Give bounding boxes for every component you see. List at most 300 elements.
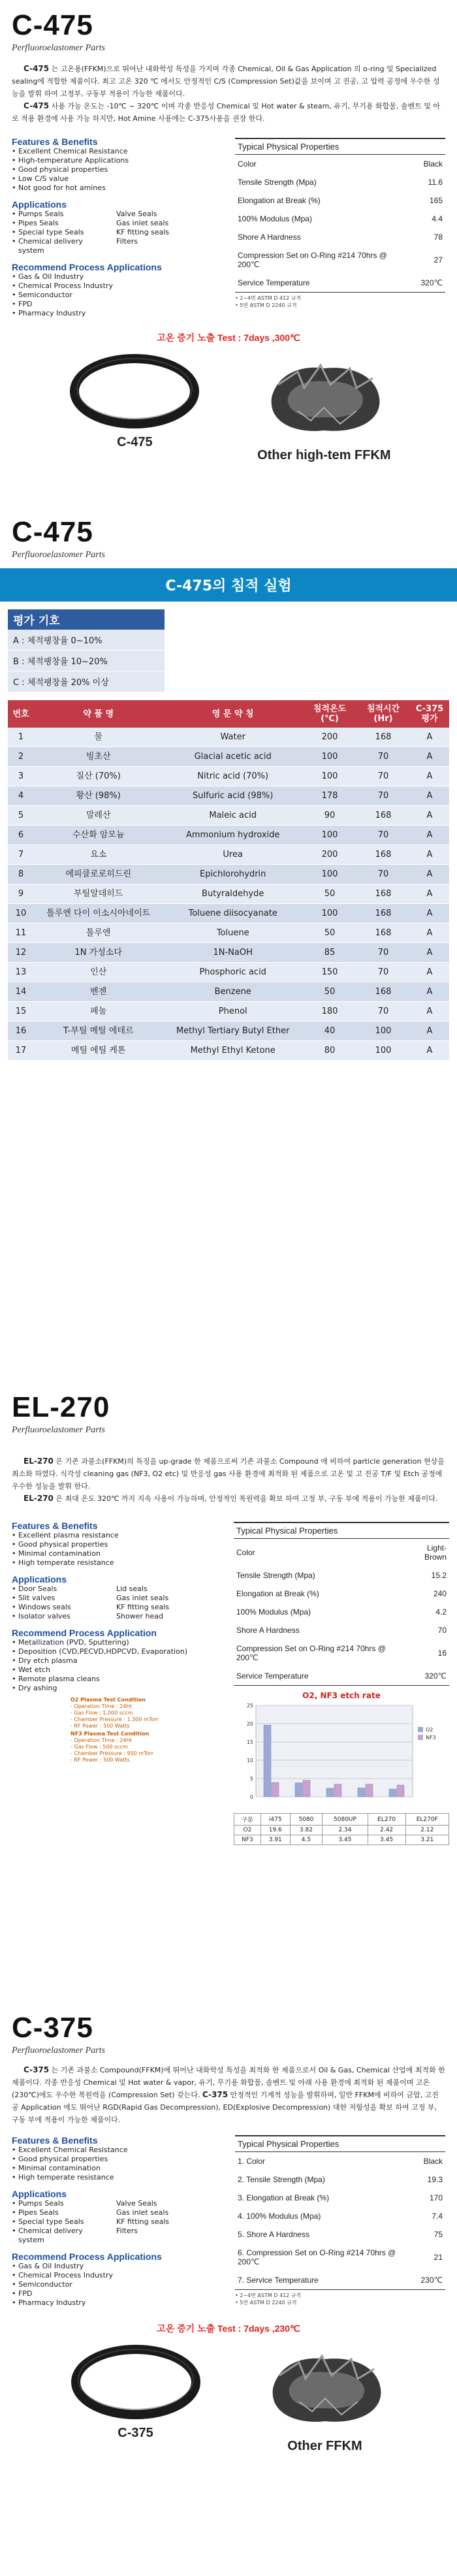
list-item: • FPD [12,300,222,309]
rating-legend-title: 평가 기호 [8,609,165,630]
c375-footnote-1: • 2~4번 ASTM D 412 규격 [235,2293,302,2298]
c475-img-caption-right: Other high-tem FFKM [257,448,391,462]
table-cell: 70 [356,1002,410,1022]
table-cell: 80 [303,1041,356,1061]
table-cell: Toluene [163,924,303,943]
table-row: Compression Set on O-Ring #214 70hrs @ 200℃ 27 [238,251,443,269]
el270-features-title: Features & Benefits [12,1521,98,1531]
list-item: • Minimal contamination [12,2164,222,2173]
table-cell: 150 [303,963,356,982]
table-cell: 11 [8,924,34,943]
table-cell: 70 [356,963,410,982]
table-cell: A [410,826,449,845]
table-cell: A [410,904,449,924]
y-tick-label: 10 [246,1758,253,1763]
table-cell: Benzene [163,982,303,1002]
table-cell: A [410,1041,449,1061]
list-item: • Deposition (CVD,PECVD,HDPCVD, Evaporation) [12,1647,221,1656]
table-cell: Phosphoric acid [163,963,303,982]
list-item: • Metallization (PVD, Sputtering) [12,1638,221,1647]
nf3-condition-title: NF3 Plasma Test Condition [71,1731,150,1737]
table-cell: A [410,963,449,982]
c475-footnote-1: • 2~4번 ASTM D 412 규격 [235,295,302,301]
table-row: Service Temperature 320℃ [235,274,445,293]
list-item: • Wet etch [12,1666,221,1675]
list-item: • Pipes Seals [12,2208,110,2217]
etch-table-value: 3.21 [405,1835,449,1845]
bar-o2-el270f [389,1789,396,1797]
list-item: • Isolator valves [12,1612,110,1621]
rating-legend-b: B : 체적팽창율 10~20% [8,651,165,671]
el270-section [0,1391,457,1999]
y-tick-label: 20 [246,1721,253,1727]
table-row: 7. Service Temperature 230℃ [235,2271,445,2290]
c375-features-title: Features & Benefits [12,2135,98,2146]
list-item: • Chemical Process Industry [12,282,222,291]
table-cell: A [410,728,449,747]
list-item: • Excellent Chemical Resistance [12,2146,222,2155]
list-item: KF fitting seals [116,2217,170,2226]
immersion-banner: C-475의 침적 실험 [0,568,457,602]
table-cell: A [410,806,449,826]
list-item: Shower head [116,1612,163,1620]
c475-features-title: Features & Benefits [12,137,98,147]
legend-label: O2 [426,1727,433,1733]
list-item: • Chemical delivery system [12,237,110,255]
table-cell: 톨루엔 다이 이소시아네이트 [34,904,163,924]
table-cell: A [410,943,449,963]
etch-rate-chart [234,1691,449,1845]
table-cell: 200 [303,845,356,865]
etch-table-value: 2.42 [368,1826,405,1835]
table-cell: 70 [356,826,410,845]
list-item: • Slit valves [12,1594,110,1603]
y-tick-label: 5 [249,1776,253,1782]
c375-intro-name-2: C-375 [202,2090,228,2099]
table-cell: 168 [356,884,410,904]
table-cell: 168 [356,924,410,943]
table-cell: 100 [303,904,356,924]
o2-condition-title: O2 Plasma Test Condition [71,1697,146,1703]
c375-intro-text-2: 안정적인 기계적 성능을 발휘하며, 일반 FFKM에 비하여 금압, 고진공 Application 에도 뛰어난 RGD(Rapid Gas Decompression), ED(Explosive Decompression) 대한 저항성을 확보 하여 고정 부, 구동 부에 적용이 가능한 제품이다. [12,2091,439,2124]
c375-features-list [12,2146,222,2182]
c375-props-title: Typical Physical Properties [235,2136,445,2152]
etch-table-category: i475 [260,1814,290,1826]
c375-applications-title: Applications [12,2189,67,2199]
c475-properties-table [235,138,445,293]
o2-condition-line: - Operation Time : 24Hr [71,1703,133,1709]
c375-recommend-title: Recommend Process Applications [12,2251,162,2262]
table-cell: 100 [356,1041,410,1061]
bar-nf3-5080 [303,1780,310,1797]
list-item: • Chemical Process Industry [12,2271,222,2280]
table-cell: 질산 (70%) [34,767,163,786]
table-cell: 70 [356,747,410,767]
list-item: Lid seals [116,1585,148,1593]
immersion-section [0,516,457,1055]
table-cell: 2 [8,747,34,767]
list-item: • Excellent plasma resistance [12,1531,221,1540]
nf3-condition-line: - Chamber Pressure : 950 mTorr [71,1750,154,1756]
table-cell: T-부틸 메틸 에테르 [34,1022,163,1041]
table-row: 2. Tensile Strength (Mpa) 19.3 [238,2175,443,2184]
table-row: 100% Modulus (Mpa) 4.4 [238,214,443,223]
table-cell: 100 [303,826,356,845]
table-cell: 벤젠 [34,982,163,1002]
table-cell: 168 [356,845,410,865]
table-cell: 16 [8,1022,34,1041]
table-row [8,806,449,826]
c475-recommend-title: Recommend Process Applications [12,262,162,272]
table-row [8,728,449,747]
etch-table-value: 2.12 [405,1826,449,1835]
o-ring-image [67,2343,204,2421]
table-cell: A [410,865,449,884]
table-cell: 200 [303,728,356,747]
table-cell: 168 [356,728,410,747]
bar-nf3-5080up [334,1784,341,1797]
etch-table-series-name: NF3 [234,1835,261,1845]
list-item: KF fitting seals [116,228,170,236]
c475-title: C-475 [12,9,93,41]
c375-subtitle: Perfluoroelastomer Parts [12,2046,105,2055]
table-cell: 70 [356,786,410,806]
o2-condition-line: - RF Power : 500 Watts [71,1723,130,1729]
table-cell: 50 [303,982,356,1002]
etch-table-category: 5080 [290,1814,323,1826]
etch-data-table [234,1813,449,1845]
etch-table-value: 19.6 [260,1826,290,1835]
table-cell: Water [163,728,303,747]
c475-intro [0,63,457,125]
table-row [8,845,449,865]
table-cell: 50 [303,884,356,904]
table-cell: Phenol [163,1002,303,1022]
table-row: 4. 100% Modulus (Mpa) 7.4 [238,2212,443,2221]
c375-steam-test-note: 고온 증기 노출 Test : 7days ,230℃ [157,2323,300,2334]
immersion-subtitle: Perfluoroelastomer Parts [12,550,105,560]
etch-table-value: 2.34 [323,1826,368,1835]
bar-o2-el270 [358,1788,365,1797]
table-cell: Methyl Ethyl Ketone [163,1041,303,1061]
etch-table-category: 5080UP [323,1814,368,1826]
table-cell: 1 [8,728,34,747]
c475-img-caption-left: C-475 [117,435,153,449]
c375-applications-list [12,2199,222,2245]
list-item: • Pharmacy Industry [12,2298,222,2308]
el270-properties-table [234,1522,449,1686]
table-cell: A [410,924,449,943]
table-cell: 인산 [34,963,163,982]
table-cell: 말레산 [34,806,163,826]
table-cell: A [410,786,449,806]
etch-rate-bars [234,1700,449,1811]
o2-condition-line: - Gas Flow : 1,000 sccm [71,1710,133,1716]
bar-o2-5080up [326,1788,334,1797]
table-cell: A [410,982,449,1002]
el270-props-title: Typical Physical Properties [234,1522,449,1539]
c375-properties-table [235,2135,445,2290]
table-cell: Methyl Tertiary Butyl Ether [163,1022,303,1041]
table-row: 3. Elongation at Break (%) 170 [238,2193,443,2202]
rating-legend-a: A : 체적팽창율 0~10% [8,630,165,651]
list-item: • Good physical properties [12,165,222,174]
table-cell: 수산화 암모늄 [34,826,163,845]
plot-area [256,1705,413,1797]
c475-intro-name-2: C-475 [24,101,50,110]
table-cell: 50 [303,924,356,943]
table-cell: 100 [303,767,356,786]
table-row [8,924,449,943]
etch-table-category: EL270 [368,1814,405,1826]
table-cell: 70 [356,943,410,963]
table-row: Elongation at Break (%) 240 [236,1589,447,1598]
immersion-title: C-475 [12,516,93,548]
legend-label: NF3 [426,1735,436,1741]
list-item: • Windows seals [12,1603,110,1612]
table-row [8,826,449,845]
table-cell: 4 [8,786,34,806]
el270-subtitle: Perfluoroelastomer Parts [12,1425,105,1435]
c475-features-list [12,147,222,193]
el270-intro [0,1455,457,1505]
c375-img-caption-left: C-375 [118,2426,153,2440]
table-cell: 13 [8,963,34,982]
c475-applications-list [12,210,222,255]
c475-intro-text-1: 는 고온용(FFKM)으로 뛰어난 내화학성 특성을 가지며 각종 Chemical, Oil & Gas Application 의 o-ring 및 Specialized sealing에 적합한 제품이다. 최고 고온 320 ℃ 에서도 안정적인 C/S (Compression Set)값을 보이며 고 진공, 고 압력 공정에 우수한 성능을 발휘 하여 고정부, 구동부 적용이 가능한 제품이다. [12,65,440,98]
table-row [8,904,449,924]
y-tick-label: 25 [246,1703,253,1709]
list-item: Gas inlet seals [116,2208,169,2217]
legend-swatch [418,1727,423,1732]
list-item: Filters [116,2227,138,2235]
table-cell: A [410,845,449,865]
table-cell: Maleic acid [163,806,303,826]
c475-subtitle: Perfluoroelastomer Parts [12,43,105,53]
table-cell: 3 [8,767,34,786]
bar-o2-i475 [264,1725,271,1797]
c475-steam-test-note: 고온 증기 노출 Test : 7days ,300℃ [157,332,300,343]
list-item: Gas inlet seals [116,219,169,227]
c375-intro-name-1: C-375 [24,2065,50,2074]
el270-recommend-title: Recommend Process Application [12,1628,157,1638]
table-cell: 메틸 에틸 케톤 [34,1041,163,1061]
table-row: Shore A Hardness 70 [236,1626,447,1635]
etch-table-value: 3.82 [290,1826,323,1835]
nf3-condition-line: - RF Power : 500 Watts [71,1757,130,1763]
table-cell: Glacial acetic acid [163,747,303,767]
table-row [8,963,449,982]
table-row [8,865,449,884]
table-cell: 100 [303,747,356,767]
table-row [8,1041,449,1061]
table-cell: Nitric acid (70%) [163,767,303,786]
list-item: • High temperate resistance [12,2173,222,2182]
table-row [8,884,449,904]
table-cell: A [410,1022,449,1041]
table-cell: Ammonium hydroxide [163,826,303,845]
c475-recommend-list [12,272,222,318]
table-row [8,767,449,786]
etch-table-corner: 구분 [234,1814,261,1826]
list-item: • Pipes Seals [12,219,110,228]
table-cell: 요소 [34,845,163,865]
etch-table-category: EL270F [405,1814,449,1826]
c375-section [0,2012,457,2576]
table-row: Shore A Hardness 78 [238,233,443,242]
table-cell: 15 [8,1002,34,1022]
table-cell: 168 [356,904,410,924]
el270-intro-text-1: 은 기존 과불소(FFKM)의 특징을 up-grade 한 제품으로써 기존 과불소 Compound 에 비하여 particle generation 현상을 최소화 하였다. 식각성 cleaning gas (NF3, O2 etc) 및 반응성 gas 사용 환경에 최적화 된 제품으로 고온 및 고 진공 T/F 및 Etch 공정에 우수한 성능을 발휘 한다. [12,1457,445,1490]
c375-intro [0,2064,457,2126]
etch-table-value: 3.45 [323,1835,368,1845]
bar-nf3-el270 [366,1784,373,1797]
immersion-table [8,700,449,1061]
table-cell: 17 [8,1041,34,1061]
c475-intro-text-2: 사용 가능 온도는 -10℃ ~ 320℃ 이며 각종 반응성 Chemical 및 Hot water & steam, 유기, 무기용 화합물, 솔벤트 및 아로 적용 환경에 사용 가능 하지만, Hot Amine 사용에는 C-375사용을 권장 한다. [12,102,440,123]
table-cell: 8 [8,865,34,884]
etch-table-value: 3.91 [260,1835,290,1845]
list-item: • Special type Seals [12,2217,110,2227]
etch-chart-title: O2, NF3 etch rate [302,1691,381,1700]
table-cell: 부틸알데히드 [34,884,163,904]
el270-features-list [12,1531,221,1568]
table-row: Color Black [238,159,443,169]
table-cell: Butyraldehyde [163,884,303,904]
table-cell: 85 [303,943,356,963]
list-item: • Excellent Chemical Resistance [12,147,222,156]
table-row [8,1022,449,1041]
table-cell: 1N 가성소다 [34,943,163,963]
list-item: • Door Seals [12,1585,110,1594]
table-cell: 에피클로로히드린 [34,865,163,884]
plasma-conditions [12,1697,221,1763]
list-item: • Semiconductor [12,2280,222,2289]
table-cell: 9 [8,884,34,904]
c375-footnote-2: • 5번 ASTM D 2240 규격 [235,2300,297,2306]
rating-legend-c: C : 체적팽창율 20% 이상 [8,671,165,692]
degraded-ffkm-image [259,352,389,443]
list-item: • Pumps Seals [12,210,110,219]
c375-img-caption-right: Other FFKM [287,2439,362,2453]
table-row: 6. Compression Set on O-Ring #214 70hrs @ 200℃ 21 [238,2248,443,2266]
c475-intro-name-1: C-475 [24,64,50,73]
etch-table-value: 3.45 [368,1835,405,1845]
el270-intro-name-1: EL-270 [24,1457,54,1466]
table-row [8,747,449,767]
table-row: Elongation at Break (%) 165 [238,196,443,205]
bar-nf3-i475 [272,1782,279,1797]
list-item: • Special type Seals [12,228,110,237]
table-cell: 180 [303,1002,356,1022]
c475-props-title: Typical Physical Properties [235,138,445,155]
table-cell: 황산 (98%) [34,786,163,806]
el270-title: EL-270 [12,1391,110,1423]
list-item: Valve Seals [116,210,157,218]
list-item: • High temperate resistance [12,1558,221,1568]
table-header-row: 번호 약 품 명 영 문 약 칭 침적온도 (℃) 침적시간 (Hr) C-375 평가 [8,700,449,728]
list-item: • Semiconductor [12,291,222,300]
y-tick-label: 0 [249,1794,253,1800]
table-cell: 70 [356,767,410,786]
list-item: Valve Seals [116,2199,157,2208]
rating-legend [8,609,165,692]
list-item: • Pumps Seals [12,2199,110,2208]
table-cell: A [410,884,449,904]
c375-title: C-375 [12,2012,93,2044]
table-cell: 100 [303,865,356,884]
table-row: Color Light-Brown [236,1543,447,1562]
table-cell: 7 [8,845,34,865]
table-row: Tensile Strength (Mpa) 11.6 [238,178,443,187]
bar-nf3-el270f [397,1785,404,1797]
table-cell: 12 [8,943,34,963]
table-row: Compression Set on O-Ring #214 70hrs @ 200℃ 16 [236,1644,447,1662]
list-item: Gas inlet seals [116,1594,169,1602]
c375-recommend-list [12,2262,222,2308]
table-cell: 페놀 [34,1002,163,1022]
table-row: 1. Color Black [238,2157,443,2166]
c475-section [0,0,457,503]
list-item: • Gas & Oil Industry [12,2262,222,2271]
el270-applications-title: Applications [12,1574,67,1585]
table-cell: 톨루엔 [34,924,163,943]
table-cell: 물 [34,728,163,747]
list-item: • Pharmacy Industry [12,309,222,318]
table-row [8,982,449,1002]
list-item: • Dry etch plasma [12,1656,221,1666]
legend-swatch [418,1735,423,1740]
table-row: 5. Shore A Hardness 75 [238,2230,443,2239]
table-row: 100% Modulus (Mpa) 4.2 [236,1607,447,1617]
list-item: • Minimal contamination [12,1549,221,1558]
el270-intro-text-2: 은 최대 온도 320℃ 까지 지속 사용이 가능하며, 안정적인 복원력을 확보 하여 고정 부, 구동 부에 적용이 가능한 제품이다. [55,1494,438,1503]
nf3-condition-line: - Operation Time : 24Hr [71,1737,133,1743]
table-cell: 178 [303,786,356,806]
table-cell: 168 [356,982,410,1002]
nf3-condition-line: - Gas Flow : 500 sccm [71,1744,128,1750]
list-item: • Remote plasma cleans [12,1675,221,1684]
o-ring-image [66,352,203,430]
table-cell: 40 [303,1022,356,1041]
table-cell: 14 [8,982,34,1002]
list-item: • Dry ashing [12,1684,221,1693]
table-cell: A [410,1002,449,1022]
table-row [8,1002,449,1022]
y-tick-label: 15 [246,1739,253,1745]
o2-condition-line: - Chamber Pressure : 1,300 mTorr [71,1716,159,1722]
table-cell: 70 [356,865,410,884]
table-cell: 168 [356,806,410,826]
table-cell: Epichlorohydrin [163,865,303,884]
table-cell: Sulfuric acid (98%) [163,786,303,806]
table-cell: 10 [8,904,34,924]
table-row [8,943,449,963]
bar-o2-5080 [295,1783,302,1797]
table-cell: 5 [8,806,34,826]
table-cell: 6 [8,826,34,845]
table-cell: A [410,767,449,786]
table-cell: A [410,747,449,767]
table-row: Tensile Strength (Mpa) 15.2 [236,1571,447,1580]
list-item: Filters [116,237,138,246]
list-item: • FPD [12,2289,222,2298]
el270-recommend-list [12,1638,221,1693]
list-item: • Gas & Oil Industry [12,272,222,282]
table-row: Service Temperature 320℃ [234,1667,449,1686]
table-cell: 90 [303,806,356,826]
list-item: • Low C/S value [12,174,222,184]
